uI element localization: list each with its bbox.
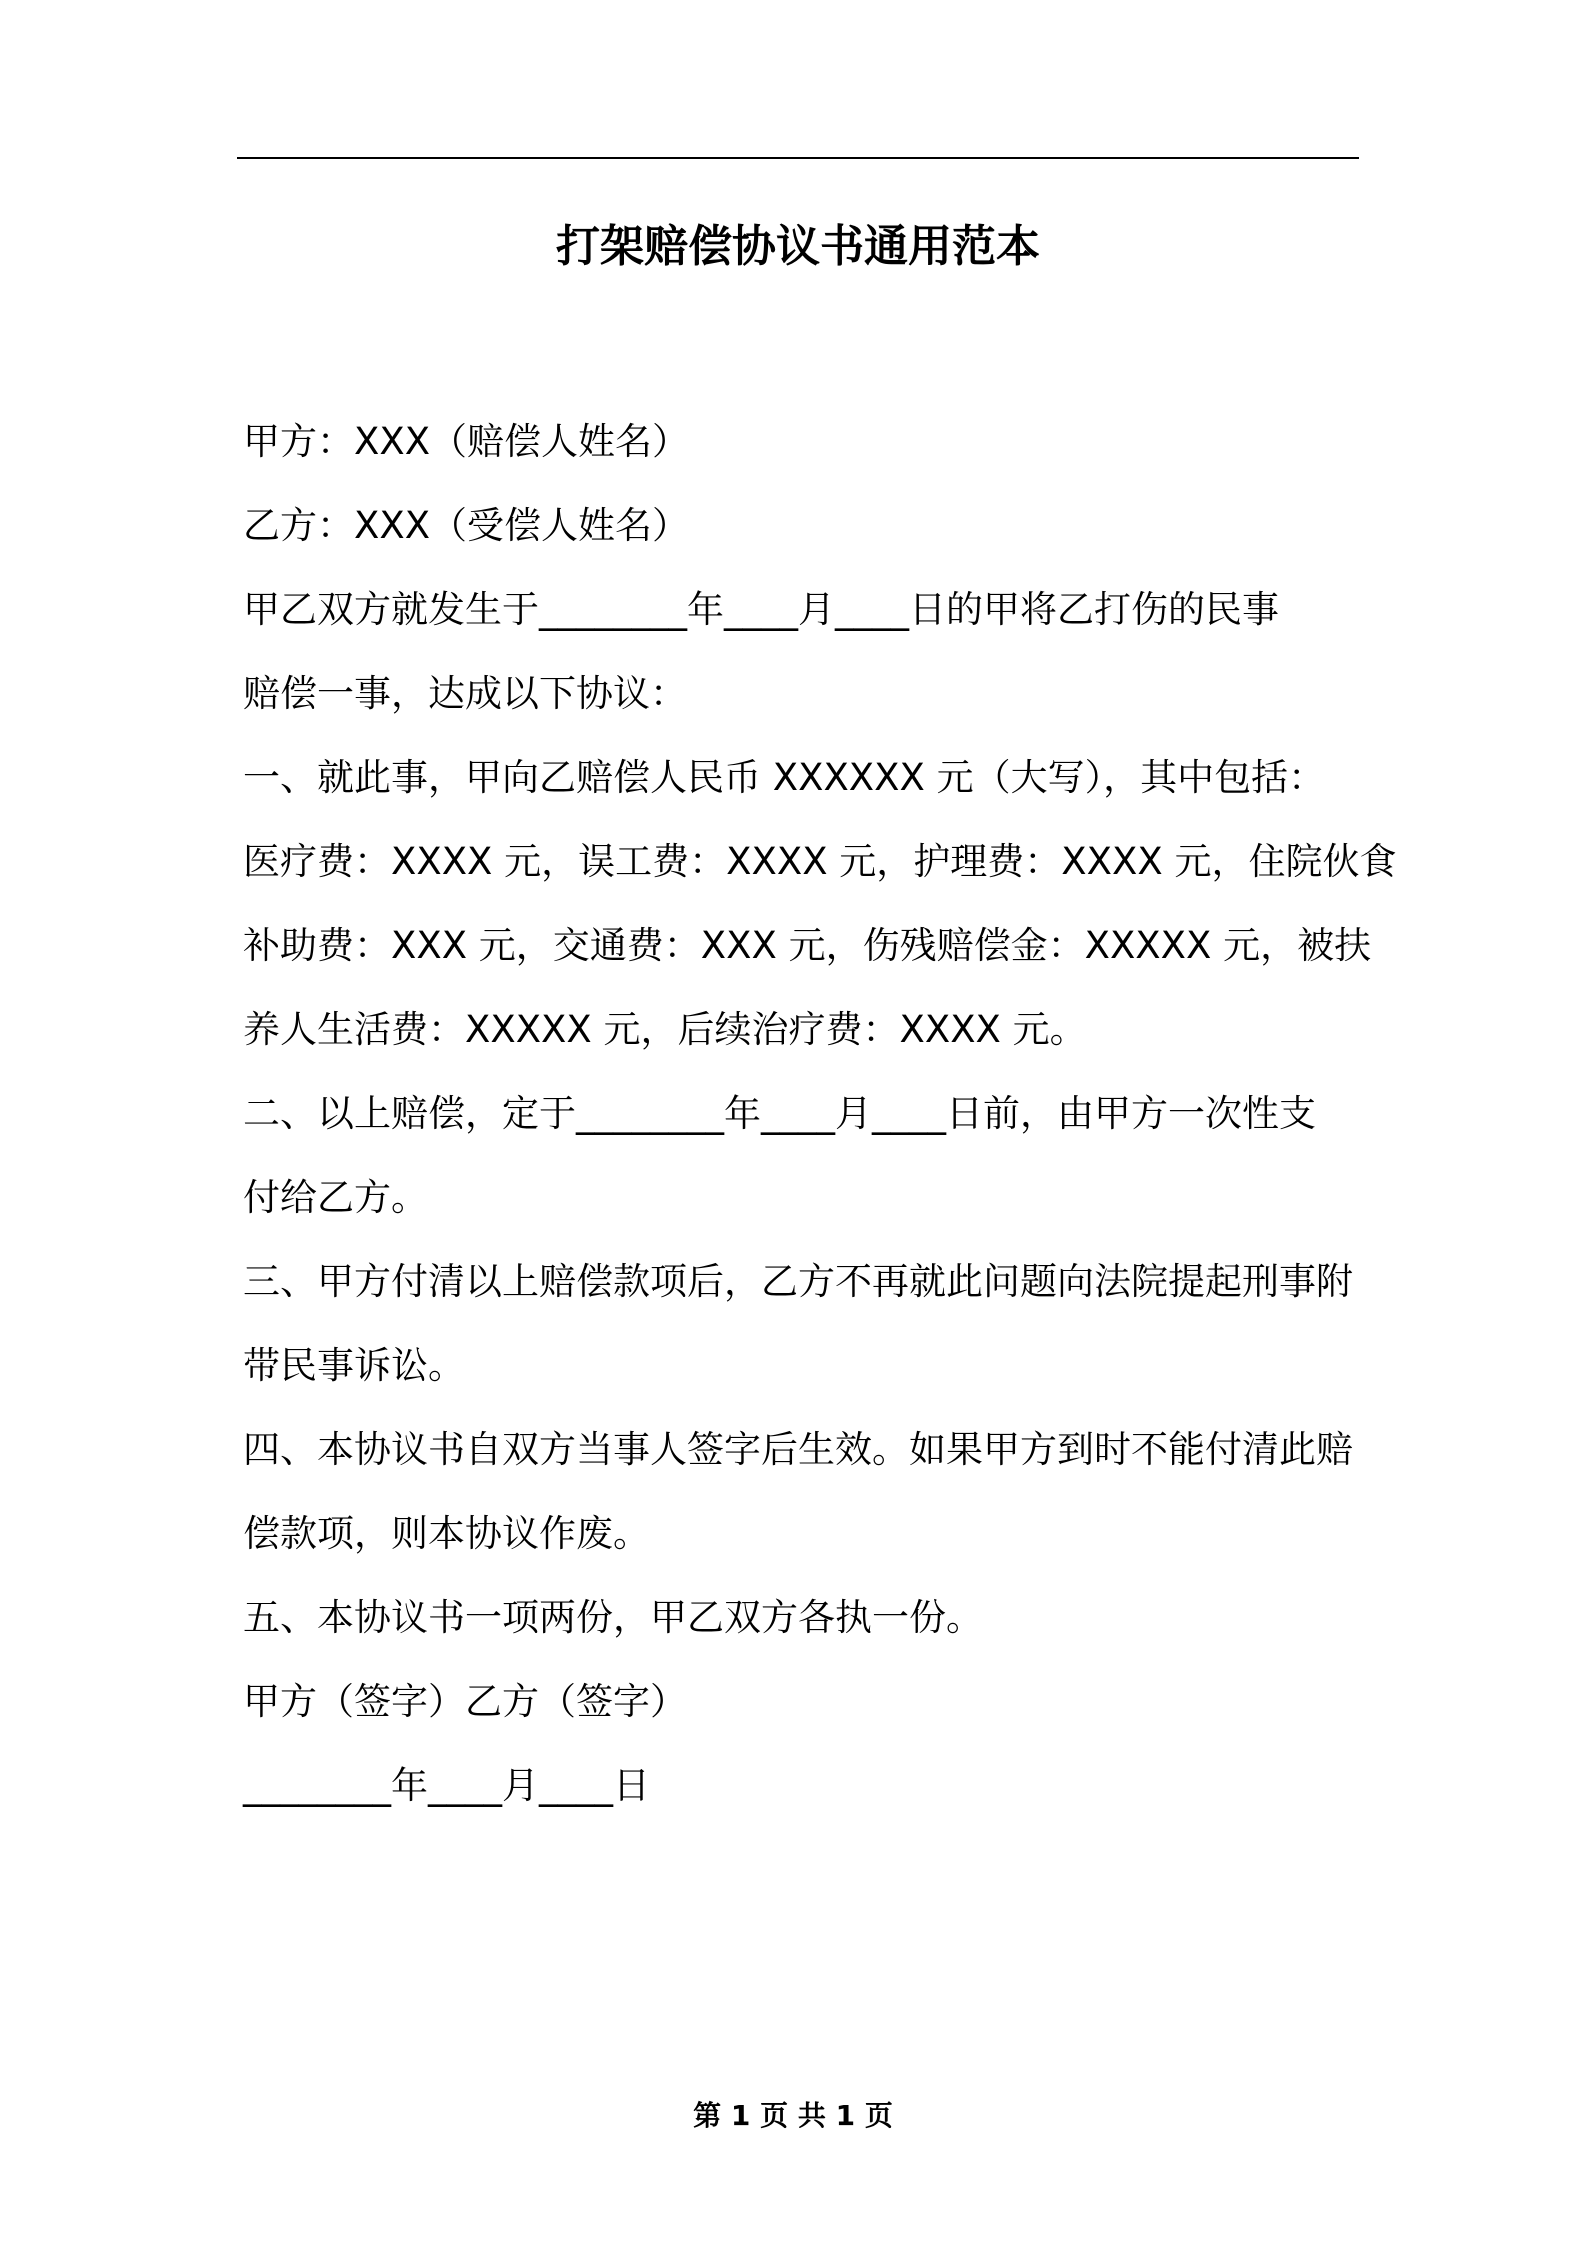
party-a-line: 甲方：XXX（赔偿人姓名） bbox=[243, 420, 690, 463]
document-title: 打架赔偿协议书通用范本 bbox=[556, 221, 1040, 272]
signature-line: 甲方（签字）乙方（签字） bbox=[243, 1680, 687, 1723]
clause-4-line-2: 偿款项，则本协议作废。 bbox=[243, 1512, 650, 1555]
clause-1-line-1: 一、就此事，甲向乙赔偿人民币 XXXXXX 元（大写），其中包括： bbox=[243, 756, 1326, 799]
clause-2-line-1: 二、以上赔偿，定于________年____月____日前，由甲方一次性支 bbox=[243, 1092, 1316, 1135]
preamble-line-1: 甲乙双方就发生于________年____月____日的甲将乙打伤的民事 bbox=[243, 588, 1279, 631]
clause-1-line-3: 补助费：XXX 元，交通费：XXX 元，伤残赔偿金：XXXXX 元，被扶 bbox=[243, 924, 1372, 967]
clause-1-line-4: 养人生活费：XXXXX 元，后续治疗费：XXXX 元。 bbox=[243, 1008, 1087, 1051]
clause-5-line: 五、本协议书一项两份，甲乙双方各执一份。 bbox=[243, 1596, 983, 1639]
clause-3-line-2: 带民事诉讼。 bbox=[243, 1344, 465, 1387]
clause-1-line-2: 医疗费：XXXX 元，误工费：XXXX 元，护理费：XXXX 元，住院伙食 bbox=[243, 840, 1397, 883]
clause-2-line-2: 付给乙方。 bbox=[243, 1176, 428, 1219]
clause-4-line-1: 四、本协议书自双方当事人签字后生效。如果甲方到时不能付清此赔 bbox=[243, 1428, 1353, 1471]
header-divider bbox=[237, 157, 1359, 159]
party-b-line: 乙方：XXX（受偿人姓名） bbox=[243, 504, 690, 547]
date-line: ________年____月____日 bbox=[243, 1764, 650, 1807]
page-indicator: 第 1 页 共 1 页 bbox=[693, 2099, 893, 2132]
document-body bbox=[243, 400, 1397, 1828]
preamble-line-2: 赔偿一事，达成以下协议： bbox=[243, 672, 687, 715]
clause-3-line-1: 三、甲方付清以上赔偿款项后，乙方不再就此问题向法院提起刑事附 bbox=[243, 1260, 1353, 1303]
